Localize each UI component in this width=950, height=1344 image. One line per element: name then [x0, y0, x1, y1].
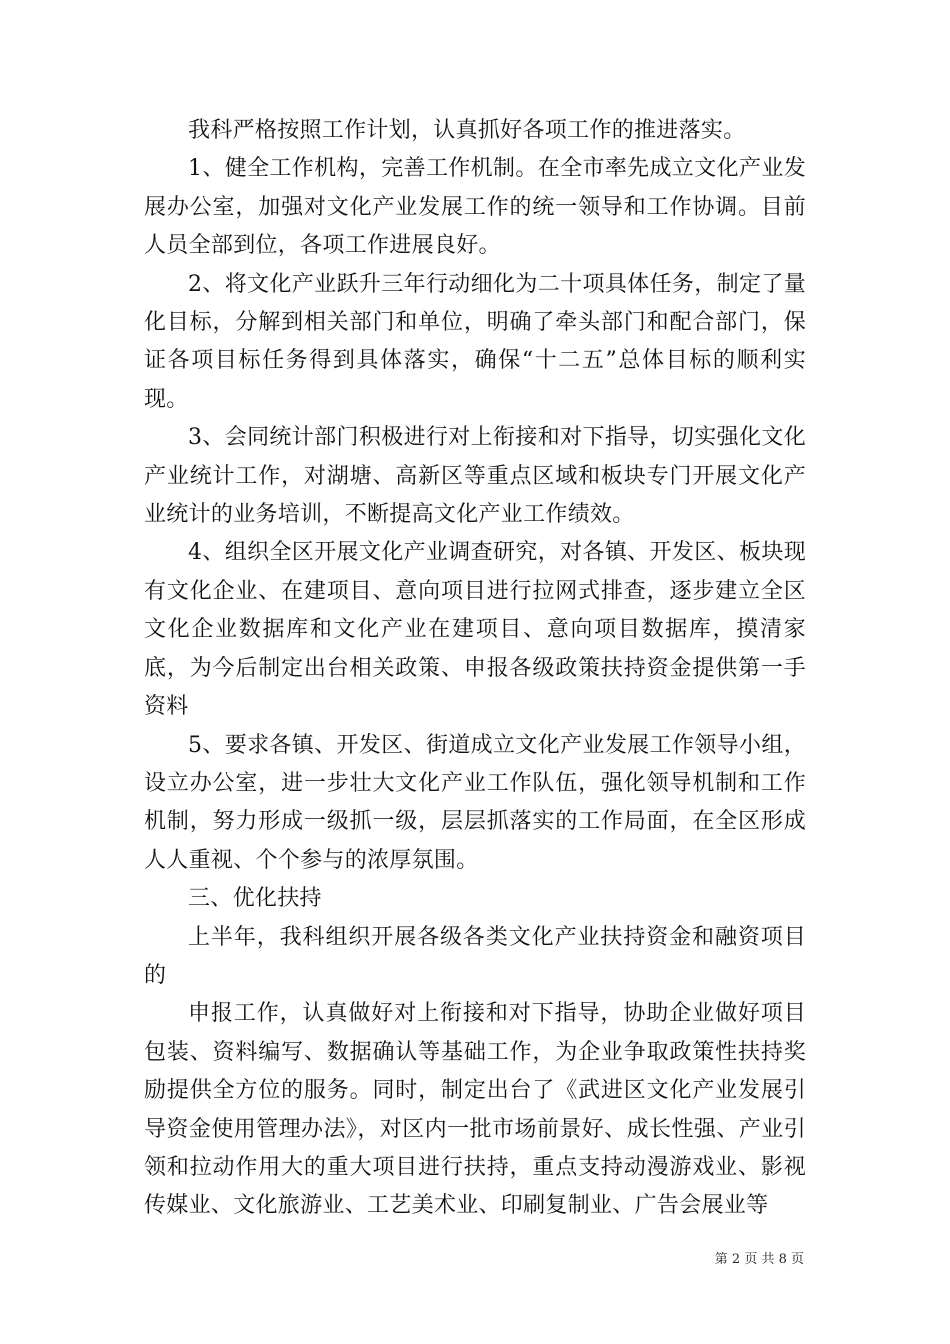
paragraph-item-4: 4、组织全区开展文化产业调查研究，对各镇、开发区、板块现有文化企业、在建项目、意向项目进行拉网式排查，逐步建立全区文化企业数据库和文化产业在建项目、意向项目数据库，摸清家底，为今后制定出台相关政策、申报各级政策扶持资金提供第一手资料 — [144, 540, 806, 720]
section-heading: 三、优化扶持 — [188, 886, 322, 912]
paragraph-item-5: 5、要求各镇、开发区、街道成立文化产业发展工作领导小组，设立办公室，进一步壮大文化产业工作队伍，强化领导机制和工作机制，努力形成一级抓一级，层层抓落实的工作局面，在全区形成人人重视、个个参与的浓厚氛围。 — [144, 732, 806, 873]
paragraph-item-2: 2、将文化产业跃升三年行动细化为二十项具体任务，制定了量化目标，分解到相关部门和单位，明确了牵头部门和配合部门，保证各项目标任务得到具体落实，确保“十二五”总体目标的顺利实现。 — [144, 271, 806, 412]
paragraph-item-3: 3、会同统计部门积极进行对上衔接和对下指导，切实强化文化产业统计工作，对湖塘、高新区等重点区域和板块专门开展文化产业统计的业务培训，不断提高文化产业工作绩效。 — [144, 425, 806, 528]
document-body — [144, 112, 806, 1226]
paragraph-support-intro: 上半年，我科组织开展各级各类文化产业扶持资金和融资项目的 — [144, 924, 806, 988]
paragraph-support-body: 申报工作，认真做好对上衔接和对下指导，协助企业做好项目包装、资料编写、数据确认等基础工作，为企业争取政策性扶持奖励提供全方位的服务。同时，制定出台了《武进区文化产业发展引导资金使用管理办法》，对区内一批市场前景好、成长性强、产业引领和拉动作用大的重大项目进行扶持，重点支持动漫游戏业、影视传媒业、文化旅游业、工艺美术业、印刷复制业、广告会展业等 — [144, 1001, 806, 1219]
page-number: 第 2 页 共 8 页 — [714, 1252, 804, 1267]
paragraph-intro: 我科严格按照工作计划，认真抓好各项工作的推进落实。 — [188, 118, 746, 143]
paragraph-item-1: 1、健全工作机构，完善工作机制。在全市率先成立文化产业发展办公室，加强对文化产业发展工作的统一领导和工作协调。目前人员全部到位，各项工作进展良好。 — [144, 156, 806, 259]
